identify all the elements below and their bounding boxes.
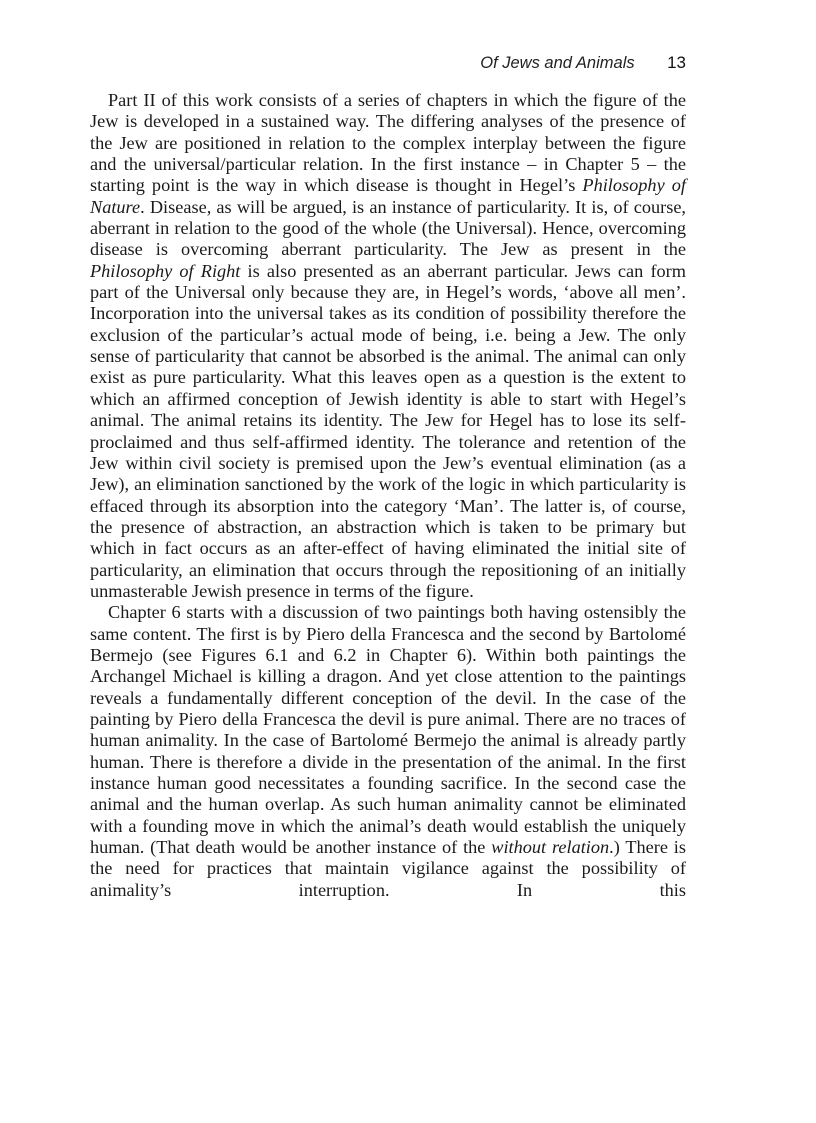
running-title: Of Jews and Animals [480, 54, 635, 72]
page-number: 13 [667, 53, 686, 72]
text-run: Chapter 6 starts with a discussion of two paintings both having ostensibly the same content. The first is by Piero della Francesca and the second by Bartolomé Bermejo (see Figures 6.1 and 6.2 in Chapter 6). Within both paintings the Archangel Michael is killing a dragon. And yet close attention to the paintings reveals a fundamentally different conception of the devil. In the case of the painting by Piero della Francesca the devil is pure animal. There are no traces of human animality. In the case of Bartolomé Bermejo the animal is already partly human. There is therefore a divide in the presentation of the animal. In the first instance human good necessitates a founding sacrifice. In the second case the animal and the human overlap. As such human animality cannot be eliminated with a founding move in which the animal’s death would establish the uniquely human. (That death would be another instance of the [90, 602, 686, 858]
text-run: is also presented as an aberrant particular. Jews can form part of the Universal only because they are, in Hegel’s words, ‘above all men’. Incorporation into the universal takes as its condition of possibility therefore the exclusion of the particular’s actual mode of being, i.e. being a Jew. The only sense of particularity that cannot be absorbed is the animal. The animal can only exist as pure particularity. What this leaves open as a question is the extent to which an affirmed conception of Jewish identity is able to start with Hegel’s animal. The animal retains its identity. The Jew for Hegel has to lose its self-proclaimed and thus self-affirmed identity. The tolerance and retention of the Jew within civil society is premised upon the Jew’s eventual elimination (as a Jew), an elimination sanctioned by the work of the logic in which particularity is effaced through its absorption into the category ‘Man’. The latter is, of course, the presence of abstraction, an abstraction which is taken to be primary but which in fact occurs as an after-effect of having eliminated the initial site of particularity, an elimination that occurs through the repositioning of an initially unmasterable Jewish presence in terms of the figure. [90, 260, 686, 601]
text-run: Part II of this work consists of a series of chapters in which the figure of the Jew is developed in a sustained way. The differing analyses of the presence of the Jew are positioned in relation to the complex interplay between the figure and the universal/particular relation. In the first instance – in Chapter 5 – the starting point is the way in which disease is thought in Hegel’s [90, 90, 686, 196]
emphasis: without relation [491, 837, 610, 858]
body-text [90, 90, 686, 901]
paragraph [90, 90, 686, 602]
book-title: Philosophy of Nature [90, 175, 686, 217]
book-title: Philosophy of Right [90, 260, 241, 281]
paragraph [90, 602, 686, 901]
running-header [90, 53, 686, 79]
text-run: .) There is the need for practices that maintain vigilance against the possibility of animality’s interruption. In this [90, 837, 686, 900]
text-run: . Disease, as will be argued, is an instance of particularity. It is, of course, aberrant in relation to the good of the whole (the Universal). Hence, overcoming disease is overcoming aberrant particularity. The Jew as present in the [90, 196, 686, 260]
